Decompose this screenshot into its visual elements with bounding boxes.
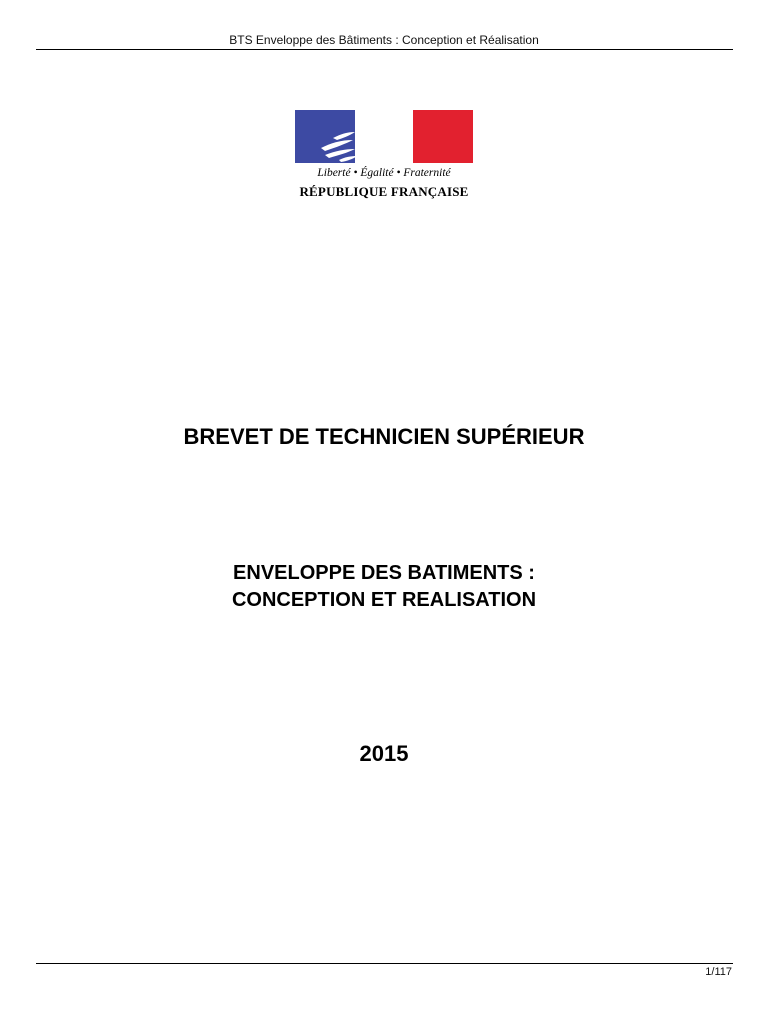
header-rule: [36, 49, 733, 50]
document-year: 2015: [359, 741, 409, 766]
republique-francaise-logo: [295, 110, 475, 202]
marianne-flag-icon: [295, 110, 473, 163]
diploma-title: BREVET DE TECHNICIEN SUPÉRIEUR: [183, 424, 585, 449]
running-header: BTS Enveloppe des Bâtiments : Conception et Réalisation: [229, 33, 539, 47]
specialty-title: [0, 560, 768, 614]
specialty-title-line-2: CONCEPTION ET REALISATION: [231, 589, 537, 611]
footer-rule: [36, 963, 733, 964]
page-number: 1/117: [705, 966, 732, 978]
logo-motto: Liberté • Égalité • Fraternité: [317, 167, 451, 179]
logo-name: RÉPUBLIQUE FRANÇAISE: [299, 184, 469, 199]
specialty-title-line-1: ENVELOPPE DES BATIMENTS :: [233, 562, 535, 584]
